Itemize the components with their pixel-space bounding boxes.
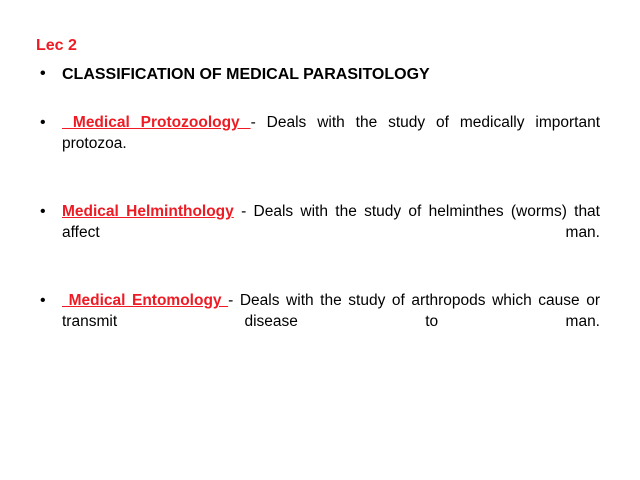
list-item <box>36 64 600 85</box>
definition-medical-protozoology: - Deals with the study of medically important protozoa. <box>62 114 601 153</box>
slide-title: Lec 2 <box>36 37 77 54</box>
slide-bullet-list <box>36 64 600 353</box>
list-item <box>36 291 600 353</box>
list-item <box>36 202 600 264</box>
term-medical-entomology: Medical Entomology <box>62 292 229 310</box>
definition-medical-helminthology: - Deals with the study of helminthes (worms) that affect man. <box>62 203 600 241</box>
term-medical-helminthology: Medical Helminthology <box>62 203 234 221</box>
bullet-text-classification: CLASSIFICATION OF MEDICAL PARASITOLOGY <box>62 66 430 84</box>
term-medical-protozoology: Medical Protozoology <box>62 114 251 132</box>
list-item <box>36 113 600 175</box>
definition-medical-entomology: - Deals with the study of arthropods which cause or transmit disease to man. <box>62 292 600 330</box>
